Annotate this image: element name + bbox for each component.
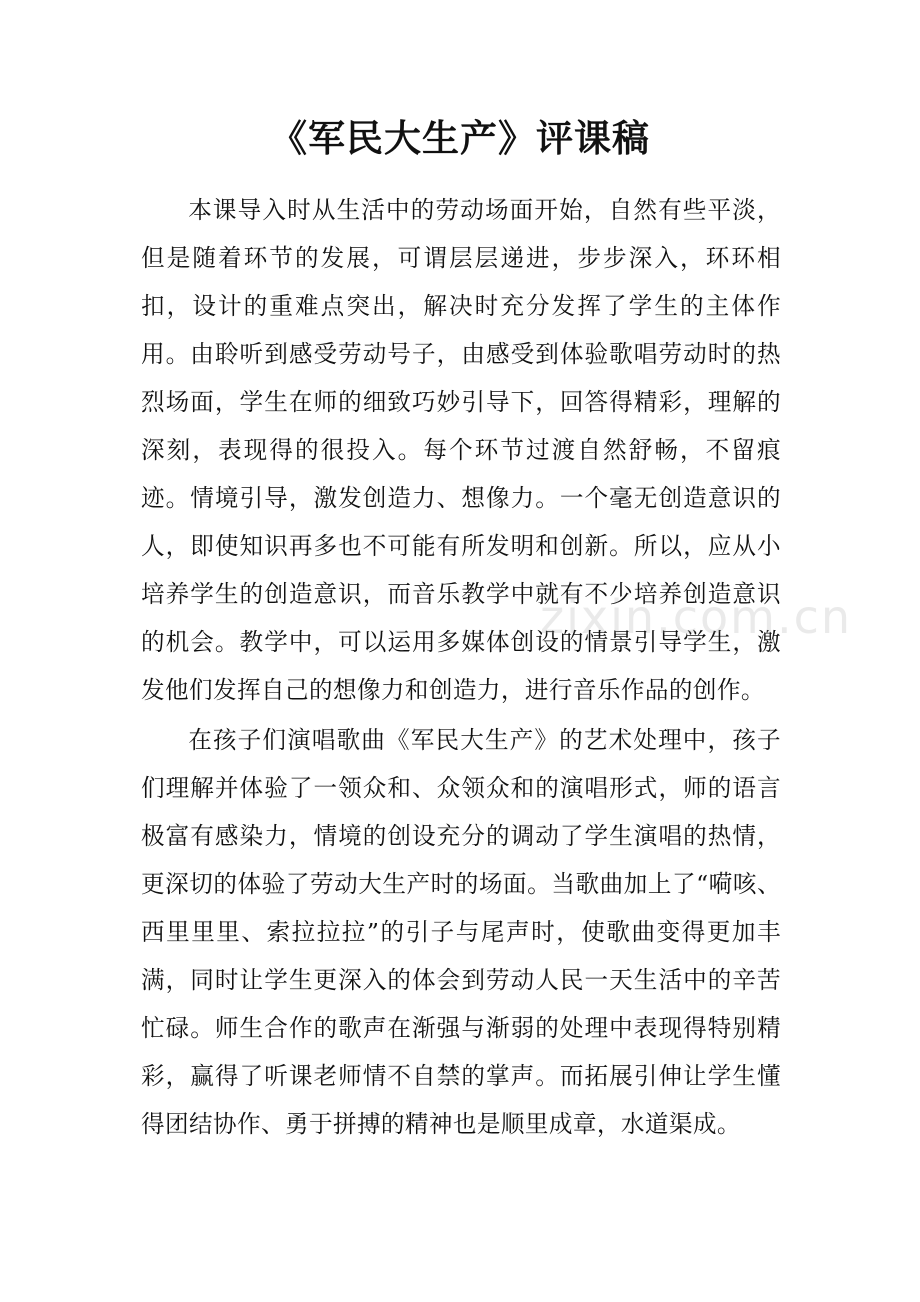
watermark: zixin.com.cn [540, 590, 853, 644]
paragraph-1: 本课导入时从生活中的劳动场面开始，自然有些平淡，但是随着环节的发展，可谓层层递进，步步深入，环环相扣，设计的重难点突出，解决时充分发挥了学生的主体作用。由聆听到感受劳动号子，由感受到体验歌唱劳动时的热烈场面，学生在师的细致巧妙引导下，回答得精彩，理解的深刻，表现得的很投入。每个环节过渡自然舒畅，不留痕迹。情境引导，激发创造力、想像力。一个毫无创造意识的人，即使知识再多也不可能有所发明和创新。所以，应从小培养学生的创造意识，而音乐教学中就有不少培养创造意识的机会。教学中，可以运用多媒体创设的情景引导学生，激发他们发挥自己的想像力和创造力，进行音乐作品的创作。 [141, 196, 781, 704]
paragraph-2: 在孩子们演唱歌曲《军民大生产》的艺术处理中，孩子们理解并体验了一领众和、众领众和的演唱形式，师的语言极富有感染力，情境的创设充分的调动了学生演唱的热情，更深切的体验了劳动大生产时的场面。当歌曲加上了“嗬咳、西里里里、索拉拉拉”的引子与尾声时，使歌曲变得更加丰满，同时让学生更深入的体会到劳动人民一天生活中的辛苦忙碌。师生合作的歌声在渐强与渐弱的处理中表现得特别精彩，赢得了听课老师情不自禁的掌声。而拓展引伸让学生懂得团结协作、勇于拼搏的精神也是顺里成章，水道渠成。 [141, 726, 781, 1138]
document-title: 《军民大生产》评课稿 [270, 116, 650, 160]
